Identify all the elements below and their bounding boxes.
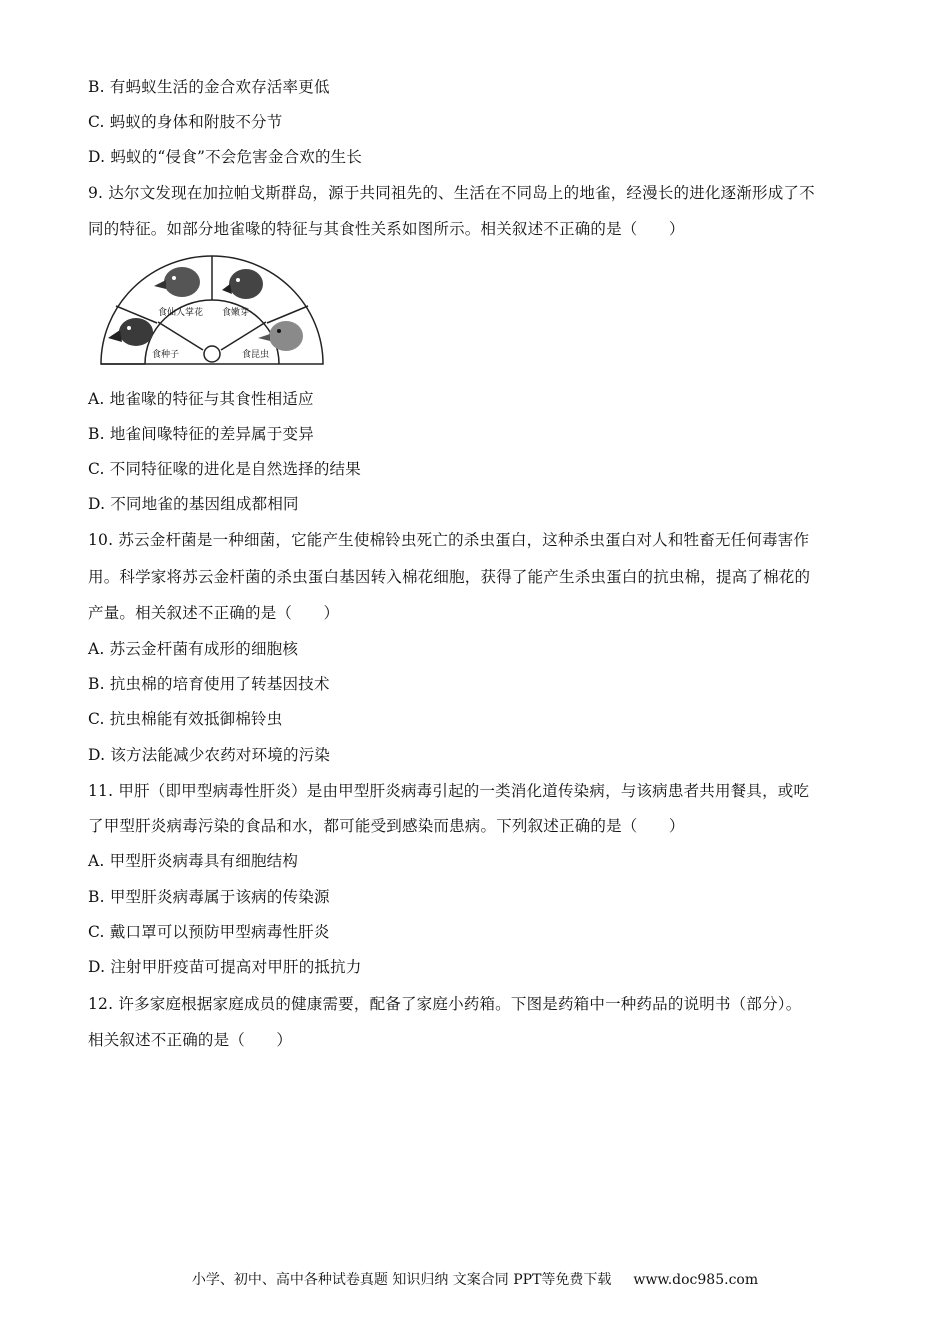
q11-option-c: C. 戴口罩可以预防甲型病毒性肝炎 (88, 923, 330, 941)
q9-option-d: D. 不同地雀的基因组成都相同 (88, 495, 299, 513)
question-12-line-1: 12. 许多家庭根据家庭成员的健康需要，配备了家庭小药箱。下图是药箱中一种药品的说明书（部分）。 (88, 995, 802, 1013)
question-12-line-2: 相关叙述不正确的是（ ） (88, 1031, 293, 1049)
question-10-line-1: 10. 苏云金杆菌是一种细菌，它能产生使棉铃虫死亡的杀虫蛋白，这种杀虫蛋白对人和牲畜无任何毒害作 (88, 531, 810, 549)
line-b-ant-survival: B. 有蚂蚁生活的金合欢存活率更低 (88, 78, 330, 96)
divider-lower-right (221, 322, 266, 350)
line-d-ant-feeding: D. 蚂蚁的“侵食”不会危害金合欢的生长 (88, 148, 363, 166)
q11-option-b: B. 甲型肝炎病毒属于该病的传染源 (88, 888, 330, 906)
finch-head-seed-icon (108, 318, 153, 346)
footer-url[interactable]: www.doc985.com (633, 1272, 759, 1288)
q11-option-a: A. 甲型肝炎病毒具有细胞结构 (88, 852, 299, 870)
center-circle (204, 346, 220, 362)
question-10-line-3: 产量。相关叙述不正确的是（ ） (88, 604, 340, 622)
label-insect: 食昆虫 (242, 350, 270, 360)
label-cactus: 食仙人掌花 (158, 308, 204, 318)
q10-option-b: B. 抗虫棉的培育使用了转基因技术 (88, 675, 330, 693)
question-11-line-2: 了甲型肝炎病毒污染的食品和水，都可能受到感染而患病。下列叙述正确的是（ ） (88, 817, 685, 835)
label-seed: 食种子 (152, 350, 180, 360)
question-10-line-2: 用。科学家将苏云金杆菌的杀虫蛋白基因转入棉花细胞，获得了能产生杀虫蛋白的抗虫棉，提高了棉花的 (88, 568, 811, 586)
question-11-line-1: 11. 甲肝（即甲型病毒性肝炎）是由甲型肝炎病毒引起的一类消化道传染病，与该病患者共用餐具，或吃 (88, 782, 810, 800)
question-9-line-1: 9. 达尔文发现在加拉帕戈斯群岛，源于共同祖先的、生活在不同岛上的地雀，经漫长的进化逐渐形成了不 (88, 184, 815, 202)
q10-option-d: D. 该方法能减少农药对环境的污染 (88, 746, 331, 764)
finch-beak-figure (98, 252, 336, 368)
q11-option-d: D. 注射甲肝疫苗可提高对甲肝的抵抗力 (88, 958, 362, 976)
divider-lower-left (158, 322, 203, 350)
question-9-line-2: 同的特征。如部分地雀喙的特征与其食性关系如图所示。相关叙述不正确的是（ ） (88, 220, 685, 238)
line-c-ant-segments: C. 蚂蚁的身体和附肢不分节 (88, 113, 283, 131)
finch-head-bud-icon (222, 269, 263, 299)
divider-upper-right (267, 306, 308, 323)
footer-text: 小学、初中、高中各种试卷真题 知识归纳 文案合同 PPT等免费下载 (191, 1272, 612, 1288)
q9-option-c: C. 不同特征喙的进化是自然选择的结果 (88, 460, 361, 478)
q9-option-a: A. 地雀喙的特征与其食性相适应 (88, 390, 314, 408)
page-footer (0, 1270, 950, 1290)
label-bud: 食嫩芽 (222, 308, 250, 318)
finch-beak-diagram (98, 252, 336, 368)
q10-option-a: A. 苏云金杆菌有成形的细胞核 (88, 640, 299, 658)
q10-option-c: C. 抗虫棉能有效抵御棉铃虫 (88, 710, 283, 728)
finch-head-cactus-icon (154, 267, 200, 297)
q9-option-b: B. 地雀间喙特征的差异属于变异 (88, 425, 314, 443)
